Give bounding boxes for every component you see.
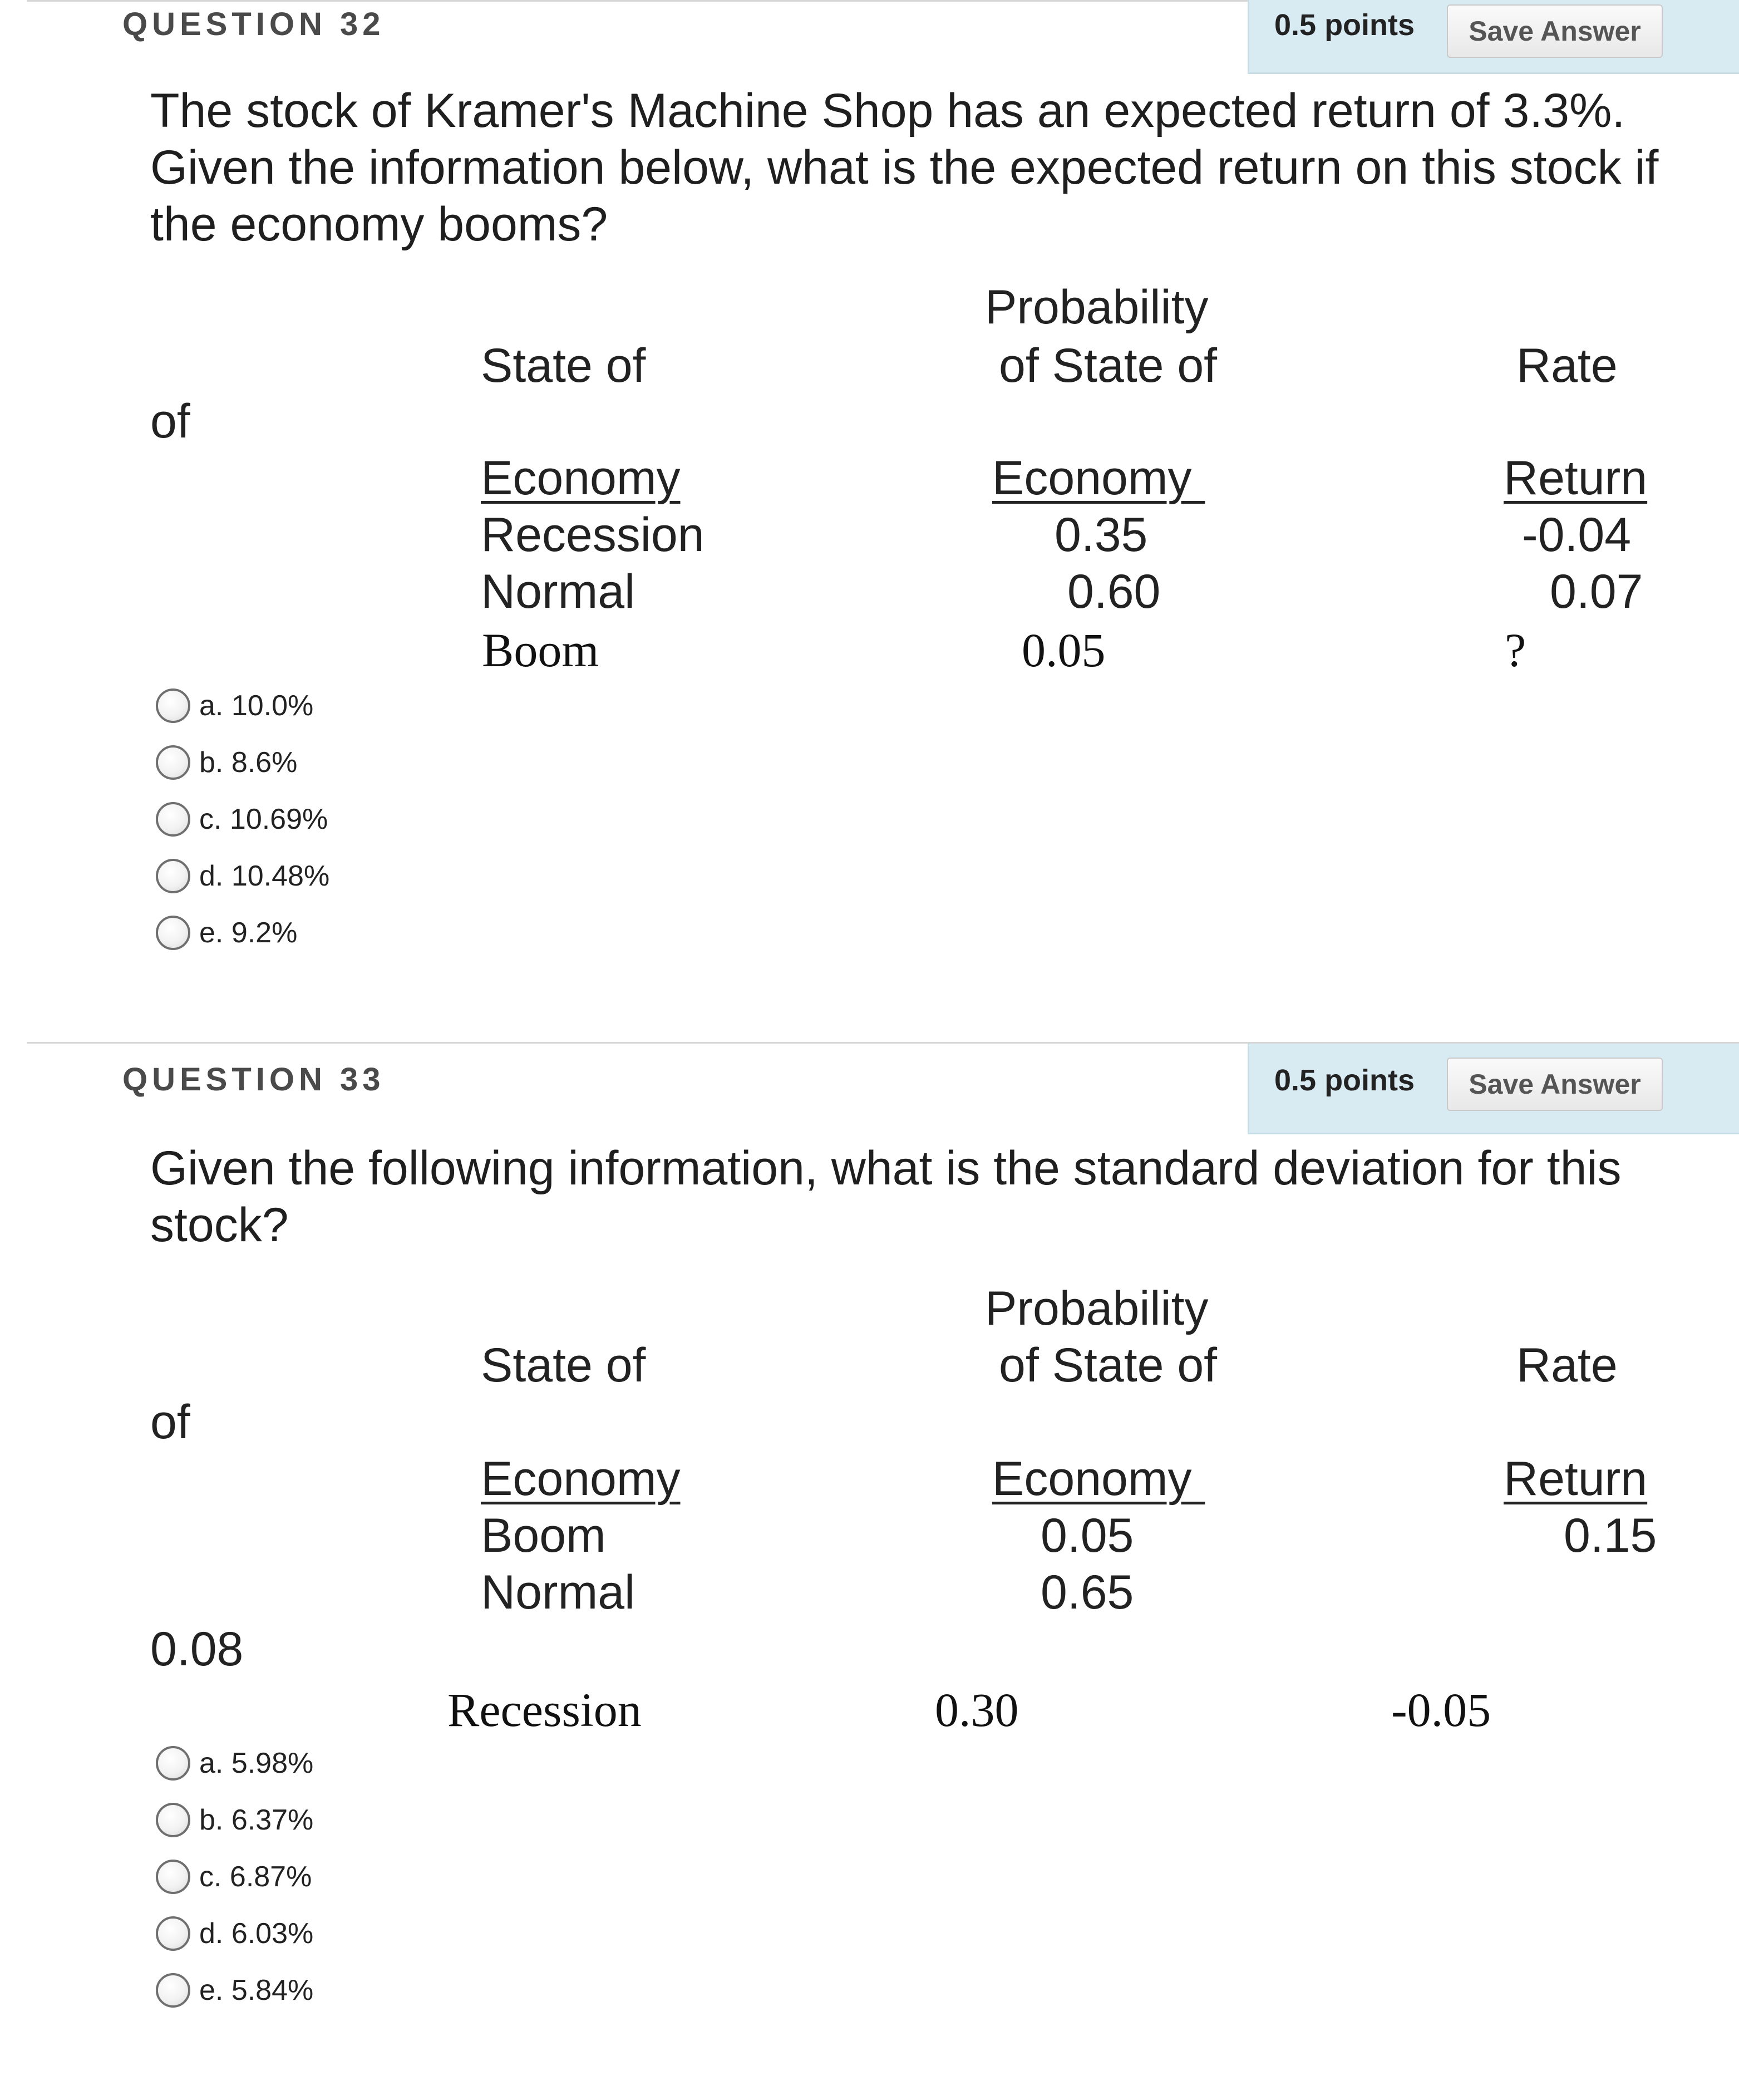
radio-button[interactable] (156, 916, 190, 950)
option-b[interactable] (156, 740, 297, 785)
header-rate: Rate (1516, 1339, 1618, 1392)
header-economy: Economy (992, 1452, 1205, 1506)
option-e[interactable] (156, 1968, 313, 2013)
header-probability: Probability (985, 281, 1209, 334)
option-label: a. 10.0% (199, 690, 314, 722)
row-probability: 0.05 (1041, 1509, 1134, 1562)
option-a[interactable] (156, 1741, 313, 1786)
option-b[interactable] (156, 1798, 313, 1842)
header-state-of: State of (481, 339, 646, 392)
row-probability: 0.35 (1055, 508, 1148, 562)
option-d[interactable] (156, 854, 329, 898)
option-a[interactable] (156, 683, 313, 728)
radio-button[interactable] (156, 1803, 190, 1837)
option-label: a. 5.98% (199, 1747, 314, 1779)
row-return: 0.08 (150, 1622, 244, 1676)
row-return: -0.04 (1522, 508, 1632, 562)
option-c[interactable] (156, 1855, 312, 1899)
row-return: 0.15 (1564, 1509, 1657, 1562)
points-value: 0.5 points (1274, 1064, 1415, 1097)
option-label: b. 8.6% (199, 746, 298, 779)
header-of: of (150, 395, 190, 448)
row-state: Normal (481, 565, 636, 618)
option-label: e. 5.84% (199, 1974, 314, 2006)
row-probability: 0.60 (1067, 565, 1161, 618)
row-probability: 0.65 (1041, 1566, 1134, 1619)
radio-button[interactable] (156, 1860, 190, 1894)
header-probability: Probability (985, 1282, 1209, 1335)
option-c[interactable] (156, 797, 328, 842)
option-e[interactable] (156, 911, 297, 955)
radio-button[interactable] (156, 1916, 190, 1951)
option-label: c. 6.87% (199, 1861, 312, 1893)
header-return: Return (1504, 451, 1648, 505)
option-label: d. 6.03% (199, 1917, 314, 1950)
question-label: QUESTION 32 (122, 6, 385, 42)
header-rate: Rate (1516, 339, 1618, 392)
question-label: QUESTION 33 (122, 1061, 385, 1098)
radio-button[interactable] (156, 859, 190, 893)
radio-button[interactable] (156, 1746, 190, 1781)
header-of-state-of: of State of (999, 1339, 1218, 1392)
row-return: 0.07 (1550, 565, 1643, 618)
points-value: 0.5 points (1274, 8, 1415, 42)
save-answer-button[interactable]: Save Answer (1447, 4, 1663, 58)
save-answer-button[interactable]: Save Answer (1447, 1058, 1663, 1111)
header-state-of: State of (481, 1339, 646, 1392)
radio-button[interactable] (156, 745, 190, 780)
question-prompt: The stock of Kramer's Machine Shop has an expected return of 3.3%. Given the information below, what is the expected return on this stock if the economy booms? (150, 84, 1659, 251)
row-return: -0.05 (1391, 1683, 1491, 1737)
row-state: Recession (447, 1683, 642, 1737)
option-label: e. 9.2% (199, 917, 298, 949)
row-state: Boom (482, 623, 599, 677)
header-economy: Economy (481, 451, 681, 505)
option-label: b. 6.37% (199, 1804, 314, 1836)
header-return: Return (1504, 1452, 1648, 1506)
header-of-state-of: of State of (999, 339, 1218, 392)
radio-button[interactable] (156, 688, 190, 723)
row-state: Recession (481, 508, 705, 562)
question-prompt: Given the following information, what is the standard deviation for this stock? (150, 1142, 1622, 1252)
radio-button[interactable] (156, 1973, 190, 2008)
row-return: ? (1505, 623, 1526, 677)
radio-button[interactable] (156, 802, 190, 837)
row-state: Boom (481, 1509, 606, 1562)
header-of: of (150, 1395, 190, 1449)
option-label: c. 10.69% (199, 803, 328, 835)
option-d[interactable] (156, 1911, 313, 1956)
row-probability: 0.30 (935, 1683, 1019, 1737)
row-state: Normal (481, 1566, 636, 1619)
option-label: d. 10.48% (199, 860, 330, 892)
row-probability: 0.05 (1022, 623, 1106, 677)
header-economy: Economy (992, 451, 1205, 505)
header-economy: Economy (481, 1452, 681, 1506)
